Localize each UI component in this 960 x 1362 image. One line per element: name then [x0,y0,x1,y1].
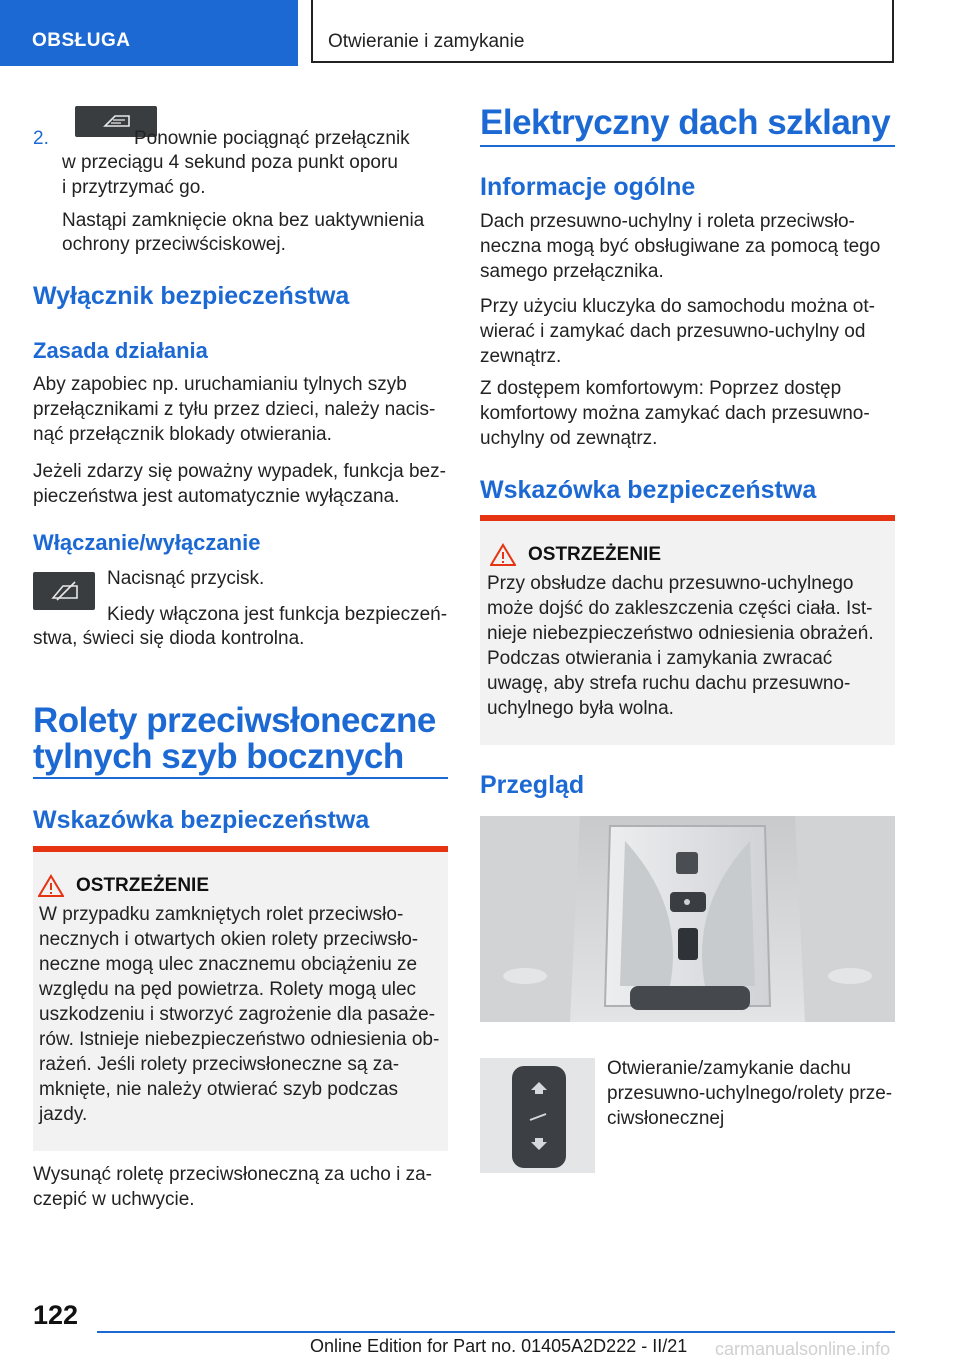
general-info-heading: Informacje ogólne [480,173,696,201]
text-line: uchylny od zewnątrz. [480,428,658,449]
footer-rule [97,1331,895,1333]
text-line: nąć przełącznik blokady otwierania. [33,424,332,445]
heading-rule [480,145,895,147]
onoff-line-3: stwa, świeci się dioda kontrolna. [33,628,305,649]
text-line: rażeń. Jeśli rolety przeciwsłoneczne są za- [39,1054,400,1075]
warning-triangle-icon [38,874,64,898]
text-line: Jeżeli zdarzy się poważny wypadek, funkcja bez- [33,461,446,482]
principle-heading: Zasada działania [33,338,208,363]
heading-rule [33,777,448,779]
text-line: wierać i zamykać dach przesuwno-uchylny od [480,321,866,342]
text-line: pieczeństwa jest automatycznie wyłączana. [33,486,400,507]
chapter-label: Otwieranie i zamykanie [328,31,525,52]
text-line: względu na pęd powietrza. Rolety mogą ulec [39,979,417,1000]
blinds-heading-1: Rolety przeciwsłoneczne [33,701,436,740]
text-line: Dach przesuwno-uchylny i roleta przeciwsło- [480,211,855,232]
text-line: uchylnego była wolna. [487,698,674,719]
warning-text [33,898,448,1127]
blinds-heading-2: tylnych szyb bocznych [33,737,404,776]
onoff-line-1: Nacisnąć przycisk. [107,568,265,589]
step-result-2: ochrony przeciwściskowej. [62,234,286,255]
blinds-instruction [33,1162,432,1212]
text-line: necznych i otwartych okien rolety przeciwsło- [39,929,419,950]
text-line: przełącznikami z tyłu przez dzieci, należy nacis- [33,399,436,420]
text-line: Przy użyciu kluczyka do samochodu można ot- [480,296,875,317]
sunroof-switch-photo [480,1058,595,1173]
step-line-1: Ponownie pociągnąć przełącznik [134,128,410,149]
warning-triangle-icon [490,543,516,567]
section-tab [0,0,298,66]
text-line: nieje niebezpieczeństwo odniesienia obrażeń. [487,623,874,644]
text-line: Z dostępem komfortowym: Poprzez dostęp [480,378,842,399]
text-line: mknięte, nie należy otwierać szyb podczas [39,1079,399,1100]
principle-paragraph [33,372,435,447]
text-line: Przy obsłudze dachu przesuwno-uchylnego [487,573,854,594]
onoff-line-2: Kiedy włączona jest funkcja bezpieczeń- [107,604,448,625]
warning-title [480,521,895,567]
text-line: ciwsłonecznej [607,1108,725,1129]
text-line: przesuwno-uchylnego/rolety prze- [607,1083,893,1104]
warning-label: OSTRZEŻENIE [76,875,210,896]
text-line: rów. Istnieje niebezpieczeństwo odniesienia ob- [39,1029,440,1050]
general-paragraph-2 [480,294,875,369]
onoff-heading: Włączanie/wyłączanie [33,530,261,555]
text-line: Podczas otwierania i zamykania zwracać [487,648,833,669]
warning-box [480,515,895,745]
text-line: jazdy. [39,1104,88,1125]
text-line: neczne mogą ulec znacznemu obciążeniu ze [39,954,418,975]
text-line: uwagę, aby strefa ruchu dachu przesuwno- [487,673,851,694]
warning-label: OSTRZEŻENIE [528,544,662,565]
edition-text: Online Edition for Part no. 01405A2D222 - II/21 [310,1336,688,1356]
step-result-1: Nastąpi zamknięcie okna bez uaktywnienia [62,210,425,231]
overhead-console-photo [480,816,895,1022]
step-line-2: w przeciągu 4 sekund poza punkt oporu [62,152,398,173]
step-number: 2. [33,128,49,149]
text-line: uszkodzeniu i stworzyć zagrożenie dla pasaże- [39,1004,436,1025]
text-line: samego przełącznika. [480,261,664,282]
child-lock-button-icon [33,572,95,610]
text-line: Otwieranie/zamykanie dachu [607,1058,851,1079]
warning-text [480,567,895,721]
overview-heading: Przegląd [480,771,585,799]
switch-caption [607,1056,892,1131]
step-line-3: i przytrzymać go. [62,177,206,198]
general-paragraph-1 [480,209,880,284]
text-line: Aby zapobiec np. uruchamianiu tylnych szyb [33,374,407,395]
text-line: zewnątrz. [480,346,562,367]
sunroof-heading: Elektryczny dach szklany [480,103,891,142]
text-line: W przypadku zamkniętych rolet przeciwsło- [39,904,404,925]
section-label: OBSŁUGA [32,30,131,51]
chapter-tab [311,0,894,63]
general-paragraph-3 [480,376,870,451]
warning-box [33,846,448,1151]
safety-switch-heading: Wyłącznik bezpieczeństwa [33,282,350,310]
warning-title [33,852,448,898]
sunroof-safety-heading: Wskazówka bezpieczeństwa [480,476,817,504]
text-line: neczna mogą być obsługiwane za pomocą tego [480,236,881,257]
text-line: komfortowy można zamykać dach przesuwno- [480,403,870,424]
text-line: Wysunąć roletę przeciwsłoneczną za ucho i za- [33,1164,433,1185]
page-number: 122 [33,1300,79,1330]
text-line: może dojść do zakleszczenia części ciała. Ist- [487,598,873,619]
text-line: czepić w uchwycie. [33,1189,195,1210]
blinds-safety-heading: Wskazówka bezpieczeństwa [33,806,370,834]
accident-paragraph [33,459,446,509]
watermark: carmanualsonline.info [715,1339,891,1359]
